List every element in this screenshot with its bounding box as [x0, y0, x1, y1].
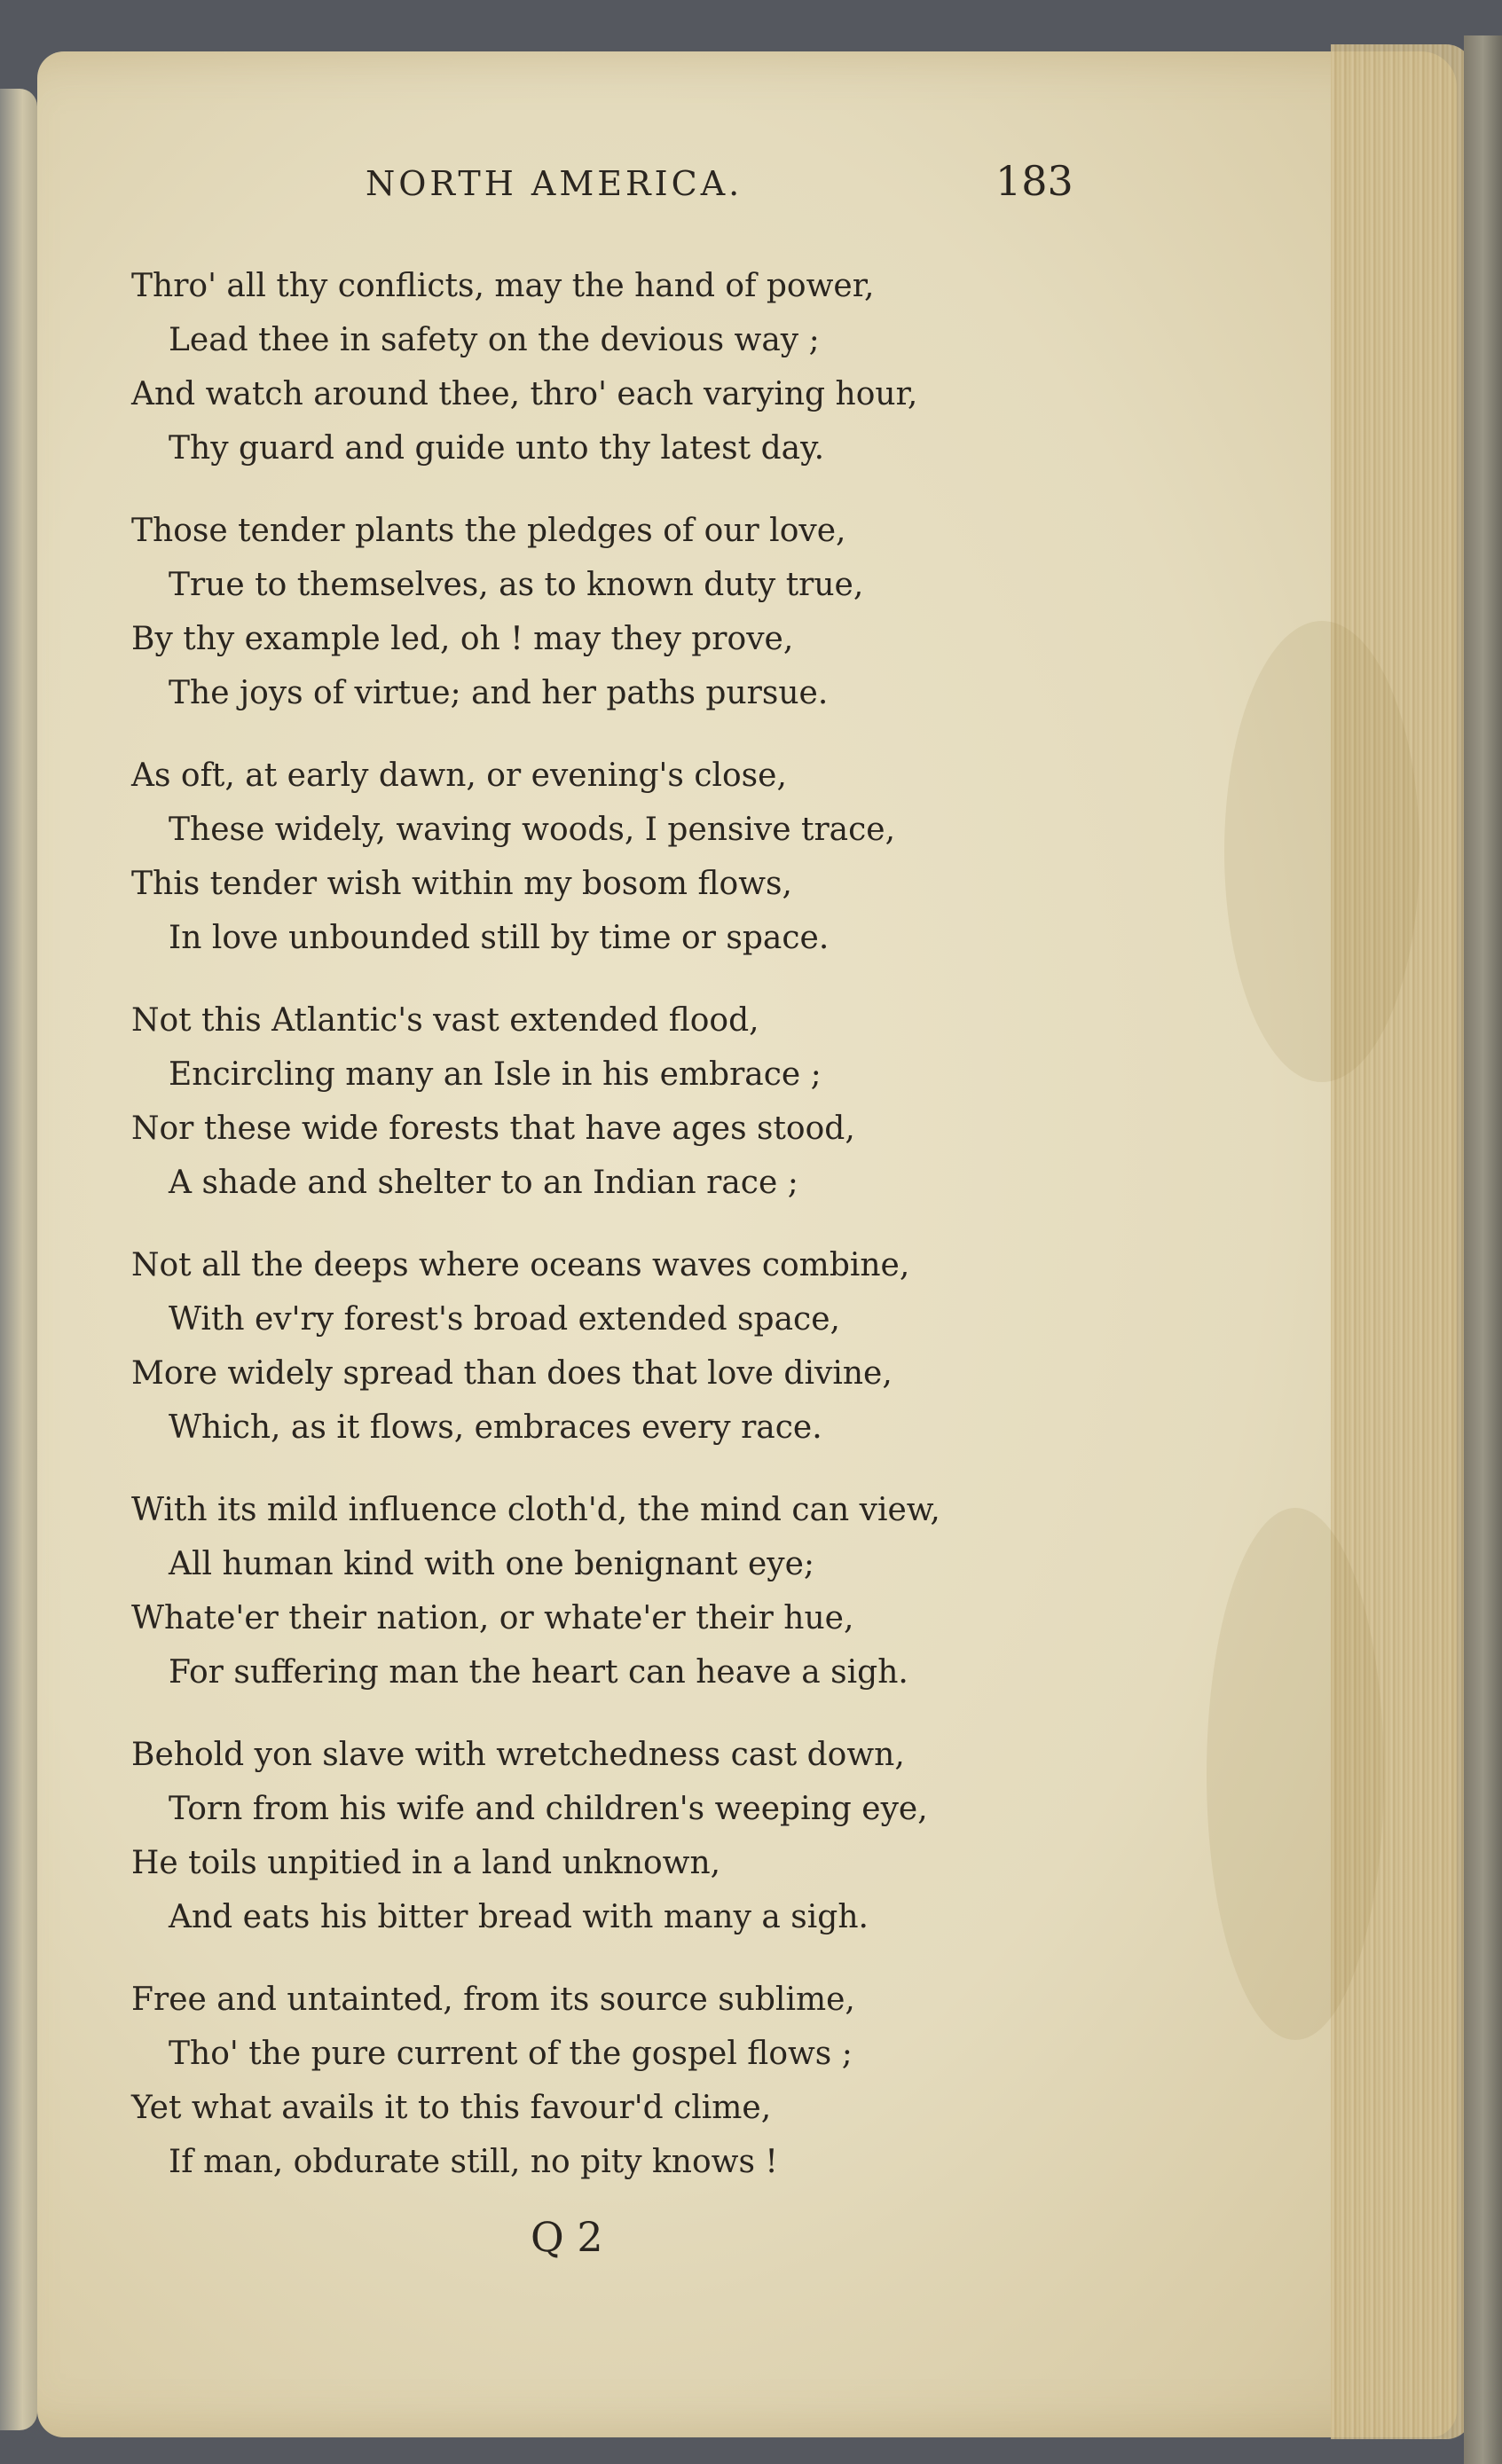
verse-line: By thy example led, oh ! may they prove, [131, 621, 794, 657]
stanza [131, 1483, 1072, 1699]
verse-line: With its mild influence cloth'd, the mind can view, [131, 1492, 940, 1528]
poem [131, 259, 1072, 2217]
verse-line: True to themselves, as to known duty true, [169, 567, 864, 603]
verse-line: Torn from his wife and children's weeping eye, [169, 1791, 928, 1827]
verse-line: He toils unpitied in a land unknown, [131, 1845, 721, 1881]
verse-line: As oft, at early dawn, or evening's close, [131, 757, 787, 794]
verse-line: Thy guard and guide unto thy latest day. [169, 430, 825, 467]
page-header [0, 157, 1502, 217]
stanza [131, 259, 1072, 475]
verse-line: This tender wish within my bosom flows, [131, 866, 792, 902]
book-fore-edge [1331, 44, 1473, 2439]
verse-line: And eats his bitter bread with many a sigh. [169, 1899, 869, 1935]
verse-line: Yet what avails it to this favour'd clime, [131, 2090, 772, 2126]
verse-line: And watch around thee, thro' each varying hour, [131, 376, 918, 412]
verse-line: All human kind with one benignant eye; [169, 1546, 815, 1582]
verse-line: Tho' the pure current of the gospel flows ; [169, 2036, 853, 2072]
verse-line: Lead thee in safety on the devious way ; [169, 322, 820, 358]
verse-line: Thro' all thy conflicts, may the hand of power, [131, 268, 875, 304]
verse-line: Encircling many an Isle in his embrace ; [169, 1056, 822, 1093]
signature-mark: Q 2 [531, 2213, 603, 2261]
running-head: NORTH AMERICA. [366, 164, 743, 203]
page-number: 183 [995, 157, 1073, 205]
stanza [131, 1973, 1072, 2189]
stanza [131, 993, 1072, 1210]
adjacent-page-edge [0, 89, 37, 2430]
verse-line: The joys of virtue; and her paths pursue. [169, 675, 829, 711]
verse-line: Which, as it flows, embraces every race. [169, 1409, 822, 1446]
stanza [131, 1238, 1072, 1455]
stanza [131, 749, 1072, 965]
verse-line: These widely, waving woods, I pensive trace, [169, 812, 896, 848]
verse-line: Those tender plants the pledges of our love, [131, 513, 846, 549]
paper-stain [1207, 1508, 1384, 2040]
verse-line: A shade and shelter to an Indian race ; [169, 1165, 798, 1201]
verse-line: Nor these wide forests that have ages stood, [131, 1110, 855, 1147]
verse-line: Free and untainted, from its source sublime, [131, 1981, 855, 2018]
paper-stain [1224, 621, 1419, 1082]
verse-line: Whate'er their nation, or whate'er their hue, [131, 1600, 854, 1636]
stanza [131, 504, 1072, 720]
verse-line: If man, obdurate still, no pity knows ! [169, 2144, 778, 2180]
verse-line: Not this Atlantic's vast extended flood, [131, 1002, 759, 1039]
verse-line: In love unbounded still by time or space. [169, 920, 830, 956]
verse-line: Behold yon slave with wretchedness cast down, [131, 1737, 905, 1773]
verse-line: For suffering man the heart can heave a sigh. [169, 1654, 908, 1691]
verse-line: More widely spread than does that love divine, [131, 1355, 893, 1392]
stanza [131, 1728, 1072, 1944]
verse-line: With ev'ry forest's broad extended space, [169, 1301, 840, 1338]
verse-line: Not all the deeps where oceans waves combine, [131, 1247, 910, 1283]
book-binding [1464, 35, 1502, 2464]
